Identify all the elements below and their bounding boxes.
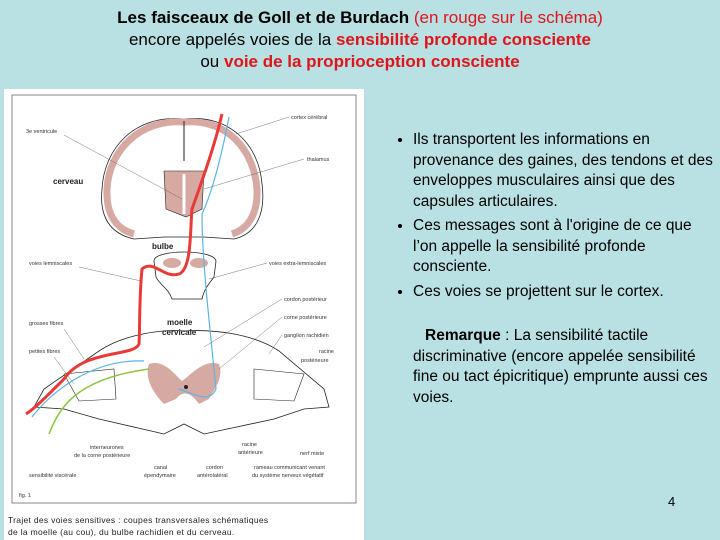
bullet-item: • Ils transportent les informations en provenance des gaines, des tendons et des enveloppes musculaires ainsi que des capsules articulaires. (413, 130, 717, 212)
title-line3-red: voie de la proprioception consciente (223, 52, 520, 71)
title-line2: encore appelés voies de la (128, 30, 332, 49)
label-racine-post-2: postérieure (301, 358, 329, 364)
title-line3: ou (200, 52, 220, 71)
remarque-label: Remarque (425, 327, 501, 344)
label-canal: canal (154, 465, 168, 471)
title-red: (en rouge sur le schéma) (413, 8, 603, 27)
bullet-list (387, 130, 717, 408)
label-grosses-fibres: grosses fibres (29, 321, 64, 327)
label-interneurones: interneurones (90, 445, 124, 451)
label-moelle: moelle (167, 318, 193, 327)
label-rameau-2: du système nerveux végétatif (252, 473, 324, 479)
label-corne-posterieure: corne postérieure (284, 315, 327, 321)
label-ganglion: ganglion rachidien (284, 333, 329, 339)
label-fig: fig. 1 (19, 493, 31, 499)
nerve-pathway-diagram (4, 89, 364, 540)
caption-line-1: Trajet des voies sensitives : coupes transversales schématiques (8, 515, 269, 525)
remarque-text: : La sensibilité tactile discriminative (encore appelée sensibilité fine ou tact épicritique) emprunte aussi ces voies. (413, 327, 708, 406)
label-cordon-posterieur: cordon postérieur (284, 297, 327, 303)
caption-line-2: de la moelle (au cou), du bulbe rachidien et du cerveau. (8, 527, 235, 537)
bullet-item: • Ces voies se projettent sur le cortex. (413, 282, 717, 303)
anatomy-figure (4, 89, 364, 540)
label-nerf-mixte: nerf mixte (300, 451, 325, 457)
label-cerveau: cerveau (53, 177, 84, 186)
spinal-cord-section (34, 331, 329, 434)
remarque-paragraph (413, 326, 717, 408)
label-voies-lemniscales: voies lemniscales (29, 261, 73, 267)
label-racine-ant-2: antérieure (238, 450, 263, 456)
label-cordon-ant: cordon (206, 465, 223, 471)
label-cortex: cortex cérébral (291, 115, 328, 121)
label-ventricule: 3e ventricule (26, 129, 58, 135)
label-rameau: rameau communicant venant (254, 465, 325, 471)
label-sensibilite-viscerale: sensibilité viscérale (29, 473, 77, 479)
figure-caption (8, 514, 268, 538)
slide-title (0, 7, 720, 73)
label-petites-fibres: petites fibres (29, 349, 61, 355)
label-cervicale: cervicale (162, 328, 197, 337)
title-line2-red: sensibilité profonde consciente (335, 30, 592, 49)
label-cordon-ant-2: antérolatéral (197, 473, 228, 479)
label-voies-extra: voies extra-lemniscales (269, 261, 327, 267)
label-thalamus: thalamus (307, 157, 330, 163)
label-racine-ant: racine (242, 442, 257, 448)
label-bulbe: bulbe (152, 242, 174, 251)
label-canal-2: épendymaire (144, 473, 176, 479)
label-interneurones-2: de la corne postérieure (74, 453, 131, 459)
page-number: 4 (668, 494, 676, 509)
bullet-item: • Ces messages sont à l'origine de ce que l’on appelle la sensibilité profonde consciente. (413, 216, 717, 278)
label-racine-post: racine (319, 349, 334, 355)
title-bold: Les faisceaux de Goll et de Burdach (117, 8, 410, 27)
